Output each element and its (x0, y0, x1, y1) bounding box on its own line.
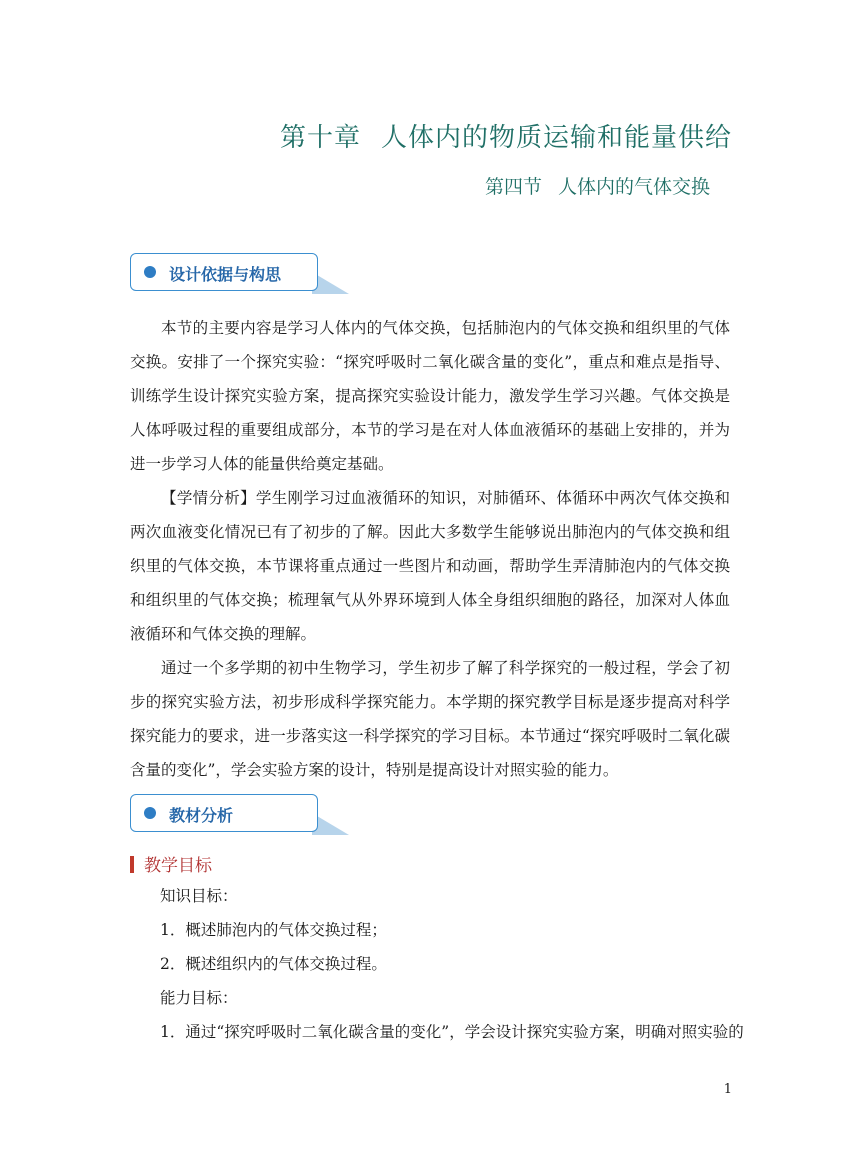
chapter-title (280, 117, 732, 154)
analysis-heading-box (130, 794, 318, 832)
analysis-heading: 教材分析 (169, 806, 234, 825)
design-body (130, 311, 730, 787)
section-number: 第四节 (484, 176, 542, 198)
design-heading-box (130, 253, 318, 291)
ability-item-1: 1．通过“探究呼吸时二氧化碳含量的变化”，学会设计探究实验方案，明确对照实验的 (160, 1023, 744, 1041)
heading-bar-icon (130, 856, 134, 873)
chapter-number: 第十章 (279, 123, 361, 153)
goals-heading (130, 851, 212, 876)
page-number: 1 (723, 1082, 732, 1097)
design-paragraph-3: 通过一个多学期的初中生物学习，学生初步了解了科学探究的一般过程，学会了初步的探究实验方法，初步形成科学探究能力。本学期的探究教学目标是逐步提高对科学探究能力的要求，进一步落实这一科学探究的学习目标。本节通过“探究呼吸时二氧化碳含量的变化”，学会实验方案的设计，特别是提高设计对照实验的能力。 (130, 659, 730, 779)
goals-heading-text: 教学目标 (144, 856, 212, 876)
design-paragraph-1: 本节的主要内容是学习人体内的气体交换，包括肺泡内的气体交换和组织里的气体交换。安排了一个探究实验：“探究呼吸时二氧化碳含量的变化”，重点和难点是指导、训练学生设计探究实验方案，提高探究实验设计能力，激发学生学习兴趣。气体交换是人体呼吸过程的重要组成部分，本节的学习是在对人体血液循环的基础上安排的，并为进一步学习人体的能量供给奠定基础。 (130, 319, 730, 473)
chapter-name: 人体内的物质运输和能量供给 (380, 123, 732, 153)
knowledge-item-2: 2．概述组织内的气体交换过程。 (160, 955, 387, 973)
knowledge-label: 知识目标： (160, 887, 238, 905)
design-heading: 设计依据与构思 (169, 265, 282, 284)
bullet-dot-icon (144, 266, 156, 278)
design-paragraph-2: 【学情分析】学生刚学习过血液循环的知识，对肺循环、体循环中两次气体交换和两次血液变化情况已有了初步的了解。因此大多数学生能够说出肺泡内的气体交换和组织里的气体交换，本节课将重点通过一些图片和动画，帮助学生弄清肺泡内的气体交换和组织里的气体交换；梳理氧气从外界环境到人体全身组织细胞的路径，加深对人体血液循环和气体交换的理解。 (130, 489, 730, 643)
knowledge-item-1: 1．概述肺泡内的气体交换过程； (160, 921, 387, 939)
section-name: 人体内的气体交换 (557, 176, 710, 198)
ability-label: 能力目标： (160, 989, 238, 1007)
bullet-dot-icon (144, 807, 156, 819)
section-title (485, 172, 710, 199)
